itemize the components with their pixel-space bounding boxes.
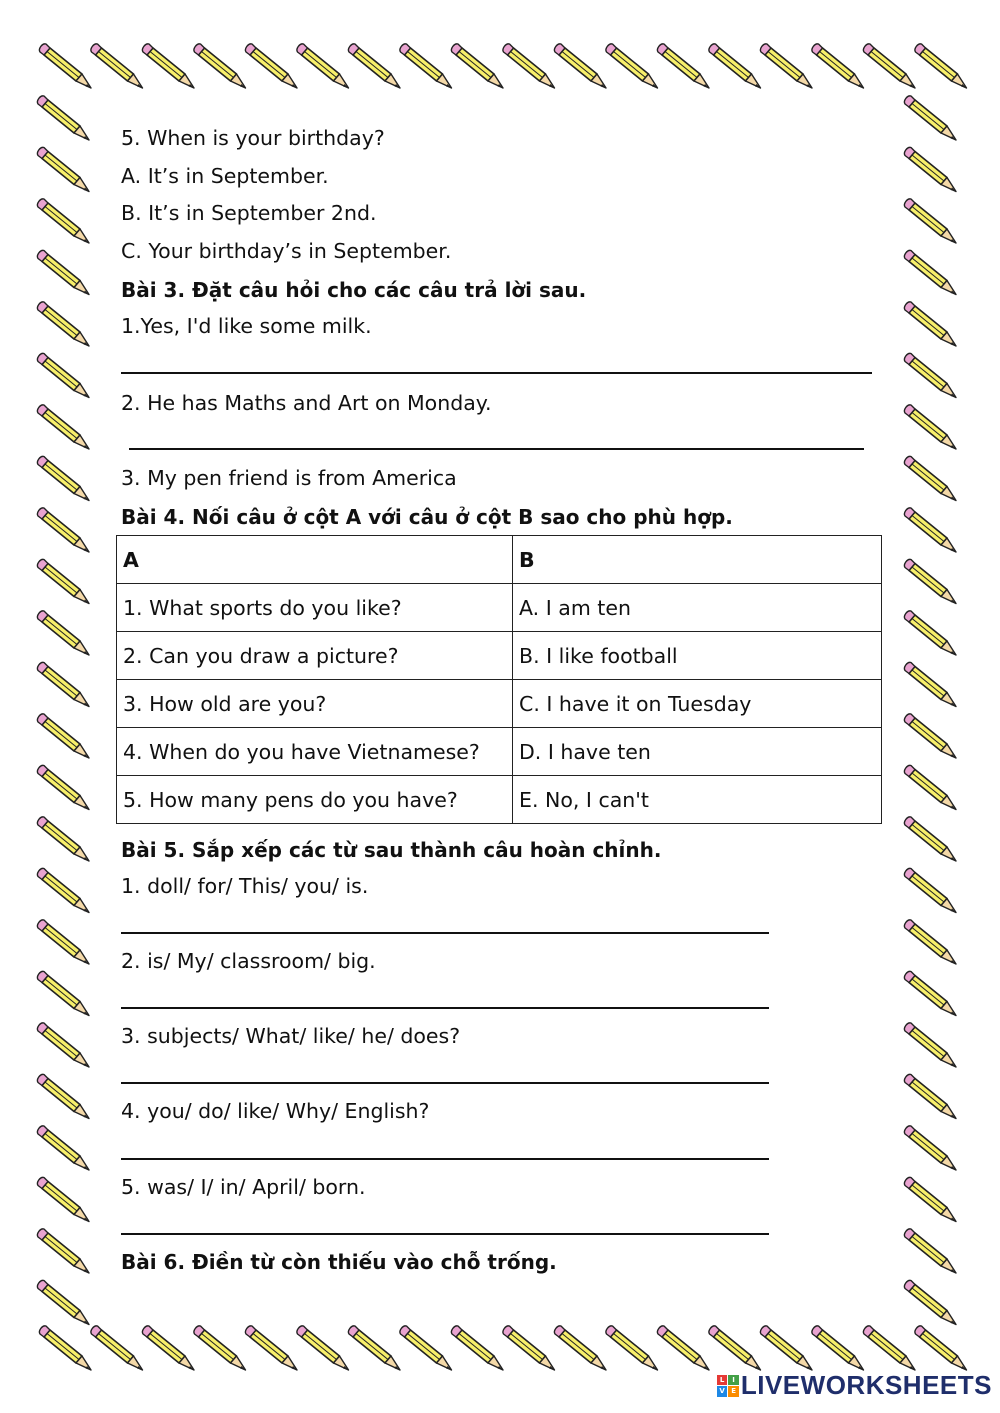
table-row — [117, 680, 882, 728]
bai5-item-4: 4. you/ do/ like/ Why/ English? — [121, 1099, 430, 1123]
logo-badge-letter: E — [728, 1386, 739, 1397]
answer-line[interactable] — [121, 1082, 769, 1084]
column-b-header: B — [513, 536, 882, 584]
answer-line[interactable] — [121, 932, 769, 934]
bai3-item-1: 1.Yes, I'd like some milk. — [121, 314, 372, 338]
table-row — [117, 776, 882, 824]
table-header-row — [117, 536, 882, 584]
logo-badge-icon — [717, 1375, 739, 1397]
bai6-heading: Bài 6. Điền từ còn thiếu vào chỗ trống. — [121, 1250, 557, 1274]
logo-text: LIVEWORKSHEETS — [740, 1370, 992, 1400]
column-a-cell[interactable]: 4. When do you have Vietnamese? — [117, 728, 513, 776]
column-b-cell[interactable]: E. No, I can't — [513, 776, 882, 824]
column-b-cell[interactable]: B. I like football — [513, 632, 882, 680]
bai5-item-5: 5. was/ I/ in/ April/ born. — [121, 1175, 366, 1199]
table-row — [117, 632, 882, 680]
bai5-heading: Bài 5. Sắp xếp các từ sau thành câu hoàn chỉnh. — [121, 838, 662, 862]
answer-line[interactable] — [121, 372, 872, 374]
answer-line[interactable] — [121, 1233, 769, 1235]
bai4-heading: Bài 4. Nối câu ở cột A với câu ở cột B sao cho phù hợp. — [121, 505, 733, 529]
option-b: B. It’s in September 2nd. — [121, 201, 377, 225]
column-a-cell[interactable]: 2. Can you draw a picture? — [117, 632, 513, 680]
answer-line[interactable] — [121, 1007, 769, 1009]
bai3-heading: Bài 3. Đặt câu hỏi cho các câu trả lời sau. — [121, 278, 587, 302]
column-a-cell[interactable]: 3. How old are you? — [117, 680, 513, 728]
matching-table — [116, 535, 882, 824]
option-a: A. It’s in September. — [121, 164, 329, 188]
column-b-cell[interactable]: C. I have it on Tuesday — [513, 680, 882, 728]
liveworksheets-logo[interactable] — [717, 1370, 992, 1401]
answer-line[interactable] — [129, 448, 864, 450]
column-a-header: A — [117, 536, 513, 584]
column-a-cell[interactable]: 5. How many pens do you have? — [117, 776, 513, 824]
table-row — [117, 728, 882, 776]
table-row — [117, 584, 882, 632]
bai5-item-3: 3. subjects/ What/ like/ he/ does? — [121, 1024, 461, 1048]
bai5-item-2: 2. is/ My/ classroom/ big. — [121, 949, 376, 973]
column-a-cell[interactable]: 1. What sports do you like? — [117, 584, 513, 632]
answer-line[interactable] — [121, 1158, 769, 1160]
bai3-item-3: 3. My pen friend is from America — [121, 466, 457, 490]
bai3-item-2: 2. He has Maths and Art on Monday. — [121, 391, 492, 415]
logo-badge-letter: V — [717, 1386, 728, 1397]
column-b-cell[interactable]: D. I have ten — [513, 728, 882, 776]
column-b-cell[interactable]: A. I am ten — [513, 584, 882, 632]
question-5: 5. When is your birthday? — [121, 126, 385, 150]
option-c: C. Your birthday’s in September. — [121, 239, 452, 263]
logo-badge-letter: L — [717, 1375, 728, 1386]
logo-badge-letter: I — [728, 1375, 739, 1386]
bai5-item-1: 1. doll/ for/ This/ you/ is. — [121, 874, 369, 898]
